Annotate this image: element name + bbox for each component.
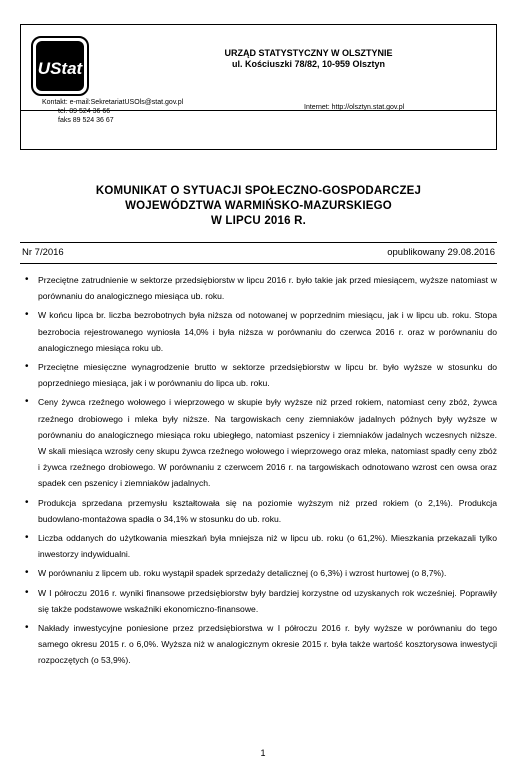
contact-phone: tel. 89 524 36 66 (58, 108, 111, 115)
title-line-2: WOJEWÓDZTWA WARMIŃSKO-MAZURSKIEGO (125, 200, 392, 212)
contact-block (42, 98, 183, 125)
list-item: • W porównaniu z lipcem ub. roku wystąpił spadek sprzedaży detalicznej (o 6,3%) i wzrost hurtowej (o 8,7%). (20, 565, 497, 581)
office-name: URZĄD STATYSTYCZNY W OLSZTYNIE (224, 48, 393, 58)
issue-number: Nr 7/2016 (22, 247, 64, 258)
contact-fax: faks 89 524 36 67 (58, 117, 114, 124)
publication-date: opublikowany 29.08.2016 (387, 247, 495, 258)
title-line-3: W LIPCU 2016 R. (210, 215, 307, 227)
list-item: • Przeciętne zatrudnienie w sektorze przedsiębiorstw w lipcu 2016 r. było takie jak przed miesiącem, wyższe natomiast w porównaniu do analogicznego miesiąca ub. roku. (20, 272, 497, 304)
list-item: • Ceny żywca rzeźnego wołowego i wieprzowego w skupie były wyższe niż przed rokiem, natomiast ceny zbóż, żywca rzeźnego drobiowego i mleka były niższe. Na targowiskach ceny ziemniaków jadalnych późnych były wyższe w porównaniu do analogicznego miesiąca roku ubiegłego, natomiast pszenicy i ziemniaków jadalnych wczesnych niższe. W skali miesiąca wzrosły ceny skupu żywca rzeźnego wołowego i wieprzowego oraz mleka, natomiast spadły ceny zbóż i żywca rzeźnego drobiowego. W porównaniu z czerwcem 2016 r. na targowiskach odnotowano wzrost cen owsa oraz spadek cen pszenicy i ziemniaków jadalnych. (20, 394, 497, 491)
header-box (20, 24, 497, 150)
list-item: • Nakłady inwestycyjne poniesione przez przedsiębiorstwa w I półroczu 2016 r. były wyższe w porównaniu do tego samego okresu 2015 r. o 6,0%. Wyższa niż w analogicznym okresie 2015 r. była także wartość kosztorysowa inwestycji rozpoczętych (o 53,9%). (20, 620, 497, 669)
page-number: 1 (260, 748, 266, 758)
list-item: • Liczba oddanych do użytkowania mieszkań była mniejsza niż w lipcu ub. roku (o 61,2%). Mieszkania przekazali tylko inwestorzy indywidualni. (20, 530, 497, 562)
document-title (20, 184, 497, 229)
logo-text: UStat (37, 59, 83, 78)
office-info (131, 48, 486, 70)
contact-email[interactable]: Kontakt: e-mail:SekretariatUSOls@stat.gov.pl (42, 99, 184, 106)
list-item: • W końcu lipca br. liczba bezrobotnych była niższa od notowanej w poprzednim miesiącu, jak i w lipcu ub. roku. Stopa bezrobocia rejestrowanego wyniosła 14,0% i była niższa w porównaniu do czerwca 2016 r. oraz w porównaniu do analogicznego miesiąca roku ub. (20, 307, 497, 356)
list-item: • Przeciętne miesięczne wynagrodzenie brutto w sektorze przedsiębiorstw w lipcu br. było wyższe w stosunku do poprzedniego miesiąca, jak i w porównaniu do lipca ub. roku. (20, 359, 497, 391)
summary-list (20, 272, 497, 672)
list-item: • Produkcja sprzedana przemysłu kształtowała się na poziomie wyższym niż przed rokiem (o 2,1%). Produkcja budowlano-montażowa spadła o 34,1% w stosunku do ub. roku. (20, 495, 497, 527)
title-line-1: KOMUNIKAT O SYTUACJI SPOŁECZNO-GOSPODARCZEJ (95, 185, 422, 197)
office-address: ul. Kościuszki 78/82, 10-959 Olsztyn (231, 59, 386, 69)
publication-meta (20, 242, 497, 264)
contact-internet[interactable]: Internet: http://olsztyn.stat.gov.pl (304, 104, 405, 111)
list-item: • W I półroczu 2016 r. wyniki finansowe przedsiębiorstw były bardziej korzystne od uzyskanych rok wcześniej. Poprawiły się także podstawowe wskaźniki ekonomiczno-finansowe. (20, 585, 497, 617)
ustat-logo (31, 36, 89, 96)
